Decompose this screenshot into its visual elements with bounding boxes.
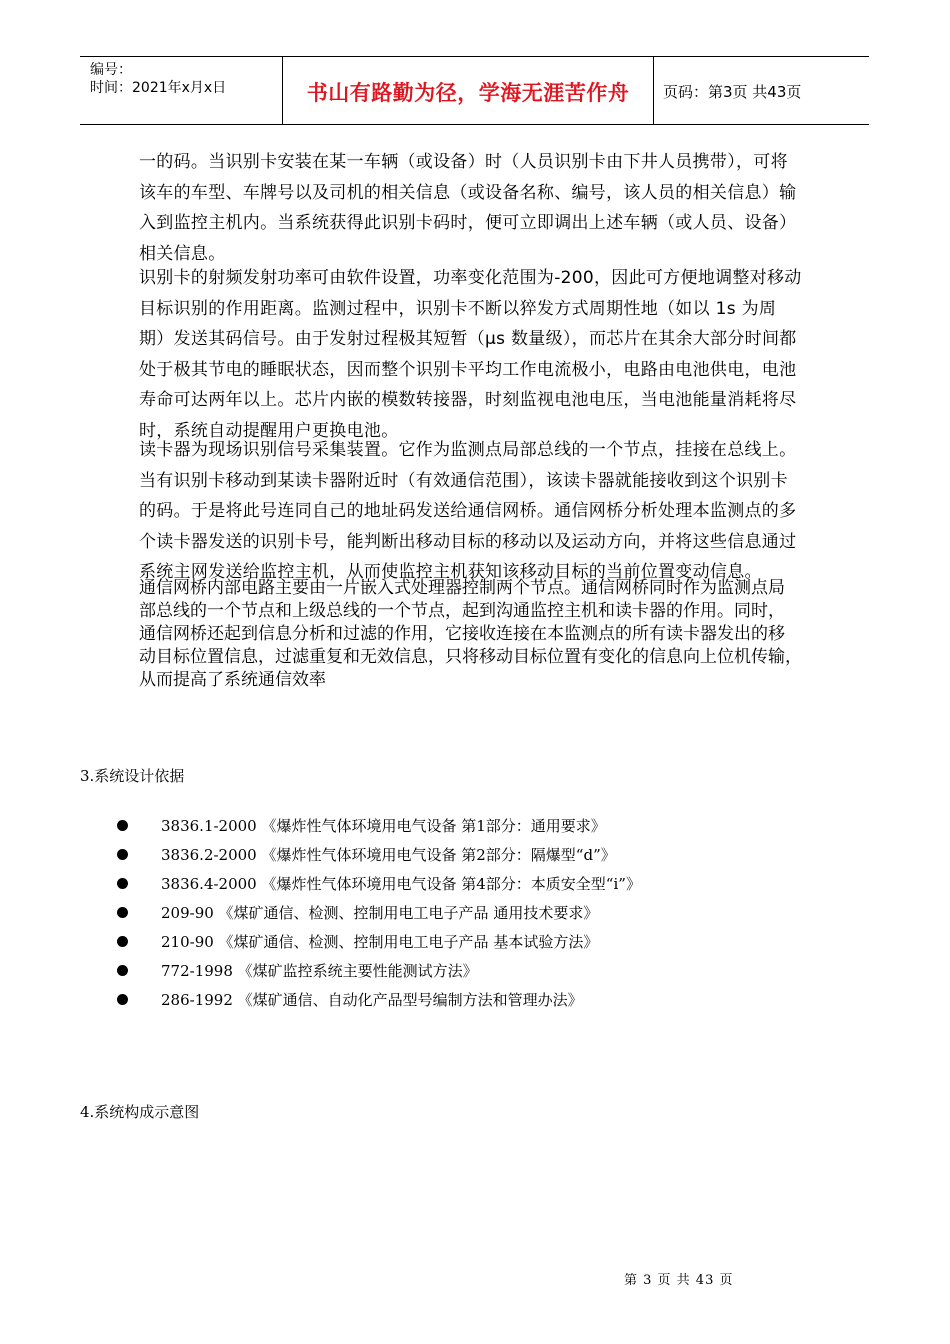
- paragraph-line: 部总线的一个节点和上级总线的一个节点，起到沟通监控主机和读卡器的作用。同时，: [139, 601, 785, 621]
- paragraph-line: 寿命可达两年以上。芯片内嵌的模数转接器，时刻监视电池电压，当电池能量消耗将尽: [139, 390, 797, 410]
- paragraph-id-card: [139, 147, 874, 269]
- standard-text: 3836.1-2000 《爆炸性气体环境用电气设备 第1部分：通用要求》: [161, 817, 606, 835]
- paragraph-line: 的码。于是将此号连同自己的地址码发送给通信网桥。通信网桥分析处理本监测点的多: [139, 501, 797, 521]
- standard-text: 772-1998 《煤矿监控系统主要性能测试方法》: [161, 962, 478, 980]
- bullet-icon: [117, 965, 128, 976]
- paragraph-line: 时，系统自动提醒用户更换电池。: [139, 420, 399, 441]
- paragraph-line: 当有识别卡移动到某读卡器附近时（有效通信范围），该读卡器就能接收到这个识别卡: [139, 470, 788, 491]
- section-4-heading: 4.系统构成示意图: [80, 1103, 200, 1121]
- standard-text: 210-90 《煤矿通信、检测、控制用电工电子产品 基本试验方法》: [161, 933, 599, 951]
- bullet-icon: [117, 994, 128, 1005]
- paragraph-line: 一的码。当识别卡安装在某一车辆（或设备）时（人员识别卡由下井人员携带），可将: [139, 152, 788, 172]
- bullet-icon: [117, 820, 128, 831]
- paragraph-line: 通信网桥还起到信息分析和过滤的作用，它接收连接在本监测点的所有读卡器发出的移: [139, 624, 785, 644]
- paragraph-line: 目标识别的作用距离。监测过程中，识别卡不断以猝发方式周期性地（如以 1s 为周: [139, 298, 777, 319]
- standard-text: 3836.2-2000 《爆炸性气体环境用电气设备 第2部分：隔爆型“d”》: [161, 846, 616, 864]
- page-header: [80, 56, 869, 125]
- paragraph-line: 期）发送其码信号。由于发射过程极其短暂（μs 数量级），而芯片在其余大部分时间都: [139, 329, 797, 349]
- header-motto-cell: [282, 57, 654, 124]
- page-info: 页码：第3页 共43页: [663, 83, 802, 101]
- date-label: 时间：2021年x月x日: [90, 80, 227, 96]
- bullet-icon: [117, 849, 128, 860]
- paragraph-line: 系统主网发送给监控主机，从而使监控主机获知该移动目标的当前位置变动信息。: [139, 562, 762, 582]
- paragraph-rf-power: [139, 263, 874, 446]
- standard-text: 3836.4-2000 《爆炸性气体环境用电气设备 第4部分：本质安全型“i”》: [161, 875, 641, 893]
- motto: 书山有路勤为径，学海无涯苦作舟: [306, 81, 630, 105]
- bullet-icon: [117, 936, 128, 947]
- paragraph-line: 读卡器为现场识别信号采集装置。它作为监测点局部总线的一个节点，挂接在总线上。: [139, 440, 797, 460]
- bullet-icon: [117, 878, 128, 889]
- paragraph-line: 相关信息。: [139, 243, 226, 264]
- paragraph-line: 动目标位置信息，过滤重复和无效信息，只将移动目标位置有变化的信息向上位机传输，: [139, 647, 802, 667]
- standard-text: 209-90 《煤矿通信、检测、控制用电工电子产品 通用技术要求》: [161, 904, 599, 922]
- paragraph-line: 入到监控主机内。当系统获得此识别卡码时，便可立即调出上述车辆（或人员、设备）: [139, 213, 797, 233]
- paragraph-line: 通信网桥内部电路主要由一片嵌入式处理器控制两个节点。通信网桥同时作为监测点局: [139, 578, 785, 598]
- paragraph-card-reader: [139, 435, 874, 588]
- section-3-heading: 3.系统设计依据: [80, 767, 185, 785]
- standard-text: 286-1992 《煤矿通信、自动化产品型号编制方法和管理办法》: [161, 991, 583, 1009]
- header-page-cell: [653, 57, 869, 124]
- page-footer: 第 3 页 共 43 页: [624, 1273, 734, 1288]
- paragraph-bridge: [139, 577, 879, 692]
- paragraph-line: 从而提高了系统通信效率: [139, 670, 326, 690]
- paragraph-line: 识别卡的射频发射功率可由软件设置，功率变化范围为-200，因此可方便地调整对移动: [139, 268, 802, 288]
- bullet-icon: [117, 907, 128, 918]
- number-label: 编号：: [90, 62, 132, 78]
- paragraph-line: 个读卡器发送的识别卡号，能判断出移动目标的移动以及运动方向，并将这些信息通过: [139, 531, 797, 552]
- header-meta-cell: [80, 57, 282, 124]
- paragraph-line: 该车的车型、车牌号以及司机的相关信息（或设备名称、编号，该人员的相关信息）输: [139, 182, 797, 203]
- paragraph-line: 处于极其节电的睡眠状态，因而整个识别卡平均工作电流极小，电路由电池供电，电池: [139, 359, 797, 380]
